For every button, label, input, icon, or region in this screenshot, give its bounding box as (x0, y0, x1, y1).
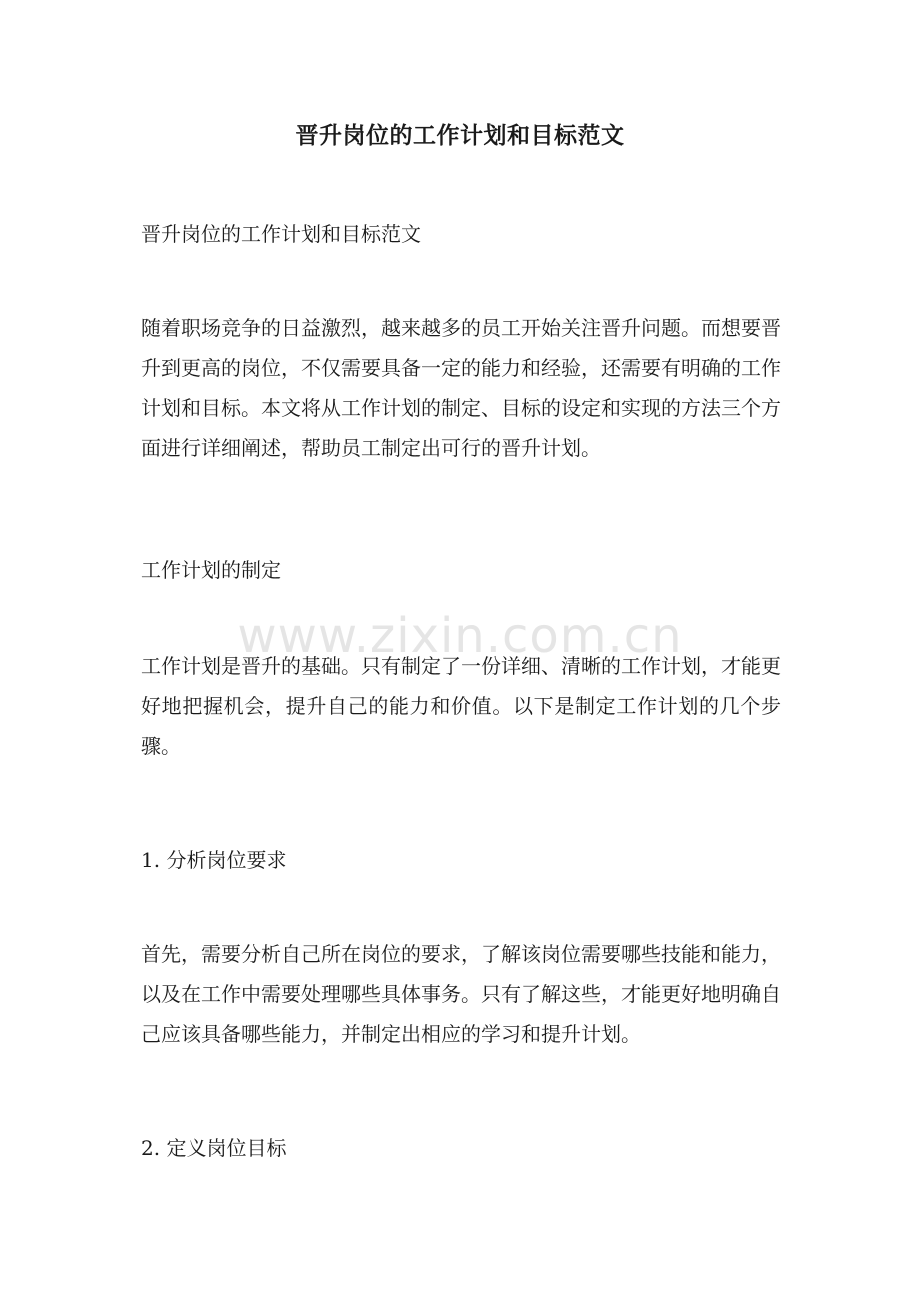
watermark: www.zixin.com.cn (237, 608, 683, 664)
intro-paragraph: 随着职场竞争的日益激烈，越来越多的员工开始关注晋升问题。而想要晋升到更高的岗位，不仅需要具备一定的能力和经验，还需要有明确的工作计划和目标。本文将从工作计划的制定、目标的设定和实现的方法三个方面进行详细阐述，帮助员工制定出可行的晋升计划。 (141, 316, 781, 460)
step-heading-1: 1. 分析岗位要求 (141, 848, 287, 872)
section-paragraph-plan: 工作计划是晋升的基础。只有制定了一份详细、清晰的工作计划，才能更好地把握机会，提升自己的能力和价值。以下是制定工作计划的几个步骤。 (141, 654, 781, 758)
step-heading-2: 2. 定义岗位目标 (141, 1136, 287, 1160)
document-subtitle: 晋升岗位的工作计划和目标范文 (141, 222, 421, 246)
section-heading-plan: 工作计划的制定 (141, 558, 281, 582)
step-paragraph-1: 首先，需要分析自己所在岗位的要求，了解该岗位需要哪些技能和能力，以及在工作中需要处理哪些具体事务。只有了解这些，才能更好地明确自己应该具备哪些能力，并制定出相应的学习和提升计划。 (141, 942, 781, 1046)
document-title: 晋升岗位的工作计划和目标范文 (295, 122, 625, 149)
